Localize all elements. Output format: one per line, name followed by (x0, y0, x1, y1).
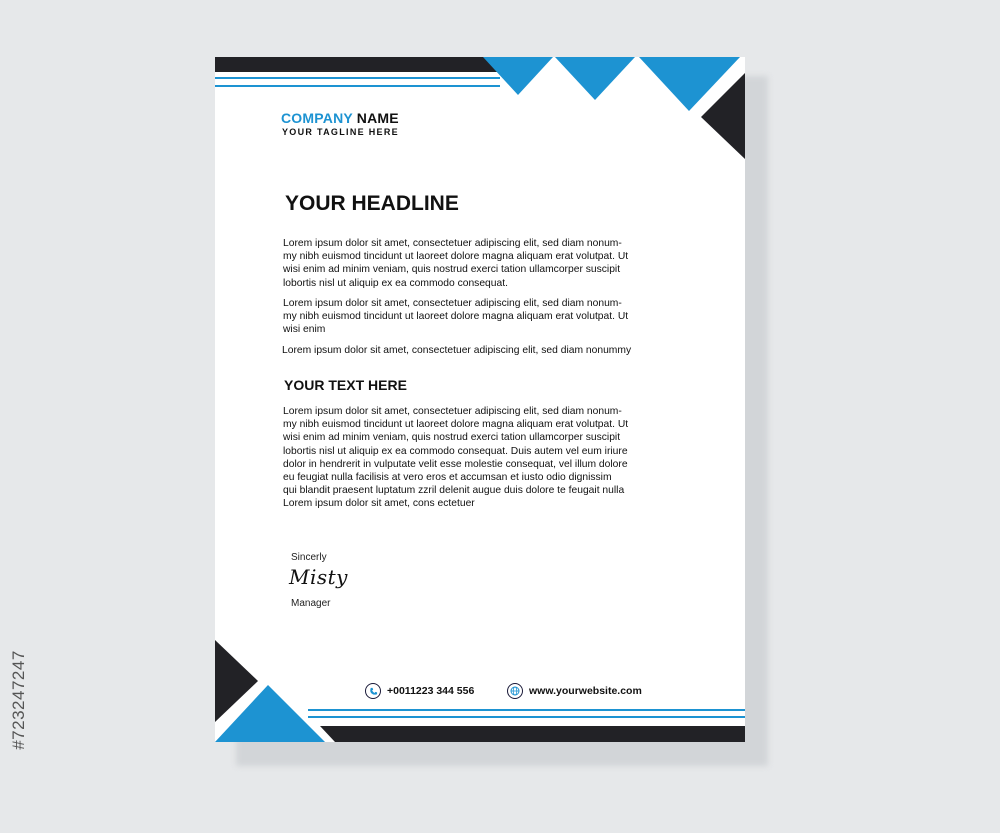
headline: YOUR HEADLINE (285, 192, 459, 215)
footer-decoration (215, 637, 745, 742)
company-name (281, 110, 399, 126)
company-tagline: YOUR TAGLINE HERE (282, 127, 399, 137)
stock-id-watermark (6, 600, 32, 800)
company-name-first: COMPANY (281, 110, 353, 126)
body-paragraph-4: Lorem ipsum dolor sit amet, consectetuer adipiscing elit, sed diam nonum- my nibh euismod tincidunt ut laoreet dolore magna aliquam erat volutpat. Ut wisi enim ad minim veniam, quis nostrud exerci tation ullamcorper suscipit lobortis nisl ut aliquip ex ea commodo consequat. Duis autem vel eum iriure dolor in hendrerit in vulputate velit esse molestie consequat, vel illum dolore eu feugiat nulla facilisis at vero eros et accumsan et iusto odio dignissim qui blandit praesent luptatum zzril delenit augue duis dolore te feugait nulla Lorem ipsum dolor sit amet, cons ectetuer (283, 406, 629, 510)
letterhead-page (215, 57, 745, 742)
stock-id-text: #723247247 (9, 650, 29, 750)
footer-blue-line (308, 709, 745, 711)
footer-blue-line-2 (308, 716, 745, 718)
signature: Misty (289, 565, 348, 589)
header-triangle-1 (483, 57, 553, 95)
body-paragraph-3: Lorem ipsum dolor sit amet, consectetuer adipiscing elit, sed diam nonummy (282, 345, 632, 356)
closing-text: Sincerly (291, 552, 327, 563)
subheading: YOUR TEXT HERE (284, 377, 407, 393)
footer-dark-bar (320, 726, 745, 742)
header-triangle-2 (555, 57, 635, 100)
phone-number: +0011223 344 556 (387, 685, 475, 697)
header-blue-line-2 (215, 85, 500, 87)
website-url: www.yourwebsite.com (529, 685, 642, 697)
body-paragraph-2: Lorem ipsum dolor sit amet, consectetuer adipiscing elit, sed diam nonum- my nibh euismod tincidunt ut laoreet dolore magna aliquam erat volutpat. Ut wisi enim (283, 298, 629, 336)
header-blue-line (215, 77, 500, 79)
body-paragraph-1: Lorem ipsum dolor sit amet, consectetuer adipiscing elit, sed diam nonum- my nibh euismod tincidunt ut laoreet dolore magna aliquam erat volutpat. Ut wisi enim ad minim veniam, quis nostrud exerci tation ullamcorper suscipit lobortis nisl ut aliquip ex ea commodo consequat. (283, 238, 629, 289)
header-dark-bar (215, 57, 500, 72)
company-name-second: NAME (352, 110, 399, 126)
signer-title: Manager (291, 598, 331, 609)
